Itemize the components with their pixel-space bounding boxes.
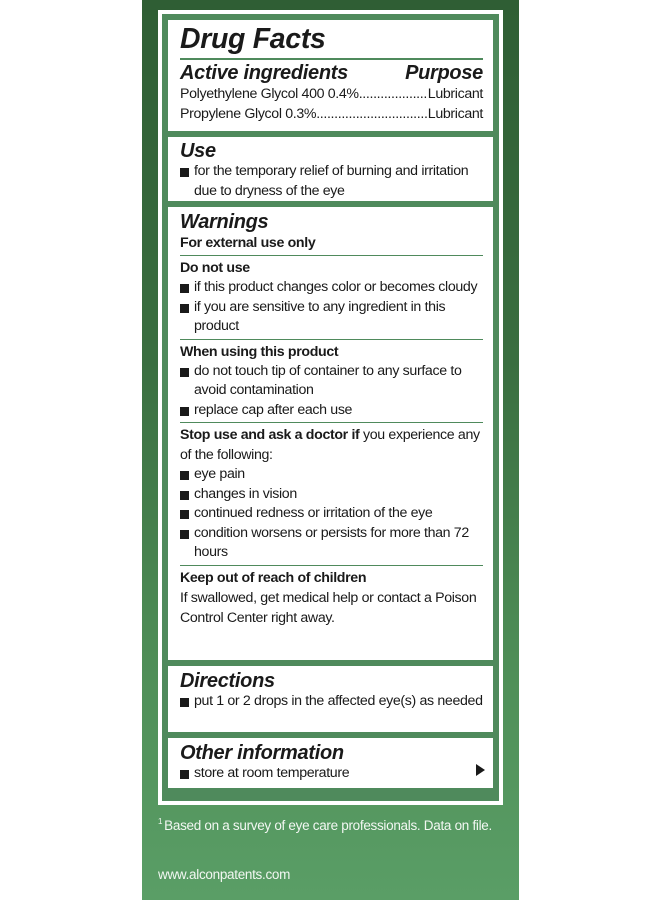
keep-out-heading: Keep out of reach of children [180, 569, 367, 586]
when-using-heading: When using this product [180, 343, 339, 360]
bullet-text: do not touch tip of container to any surface to avoid contamination [194, 362, 462, 398]
bullet-text: put 1 or 2 drops in the affected eye(s) as needed [194, 693, 483, 709]
square-bullet-icon [180, 362, 194, 401]
footnote-marker: 1 [158, 817, 163, 826]
footnote-text: Based on a survey of eye care professionals. Data on file. [164, 818, 492, 833]
bullet-text: continued redness or irritation of the eye [194, 505, 433, 521]
other-information-panel [168, 738, 493, 788]
bullet-text: eye pain [194, 466, 245, 482]
use-panel [168, 137, 493, 201]
external-use-note: For external use only [180, 235, 316, 251]
stop-use-heading-bold: Stop use and ask a doctor if [180, 427, 360, 443]
drug-facts-title: Drug Facts [180, 23, 326, 55]
square-bullet-icon [180, 465, 194, 485]
stop-use-heading-rest: you experience any of the following: [180, 427, 480, 463]
bullet-text: changes in vision [194, 485, 297, 502]
square-bullet-icon [180, 485, 194, 505]
divider [180, 58, 483, 60]
bullet-item [180, 162, 483, 201]
warnings-panel [168, 207, 493, 660]
ingredient-row [180, 84, 483, 104]
ingredient-name: Propylene Glycol 0.3% [180, 106, 317, 122]
keep-out-text: If swallowed, get medical help or contact a Poison Control Center right away. [180, 589, 477, 626]
square-bullet-icon [180, 764, 194, 784]
bullet-item [180, 524, 483, 563]
directions-heading: Directions [180, 670, 275, 692]
active-ingredients-header [180, 62, 483, 84]
bullet-text: store at room temperature [194, 765, 350, 781]
divider [180, 339, 483, 340]
bullet-item [180, 401, 483, 421]
bullet-item [180, 764, 483, 784]
square-bullet-icon [180, 162, 194, 201]
bullet-item [180, 465, 483, 485]
purpose-heading: Purpose [405, 62, 483, 84]
leader-dots [359, 84, 428, 104]
square-bullet-icon [180, 401, 194, 421]
square-bullet-icon [180, 504, 194, 524]
active-ingredients-panel [168, 20, 493, 131]
divider [180, 255, 483, 256]
square-bullet-icon [180, 524, 194, 563]
bullet-text: if you are sensitive to any ingredient in this product [194, 298, 446, 334]
bullet-text: condition worsens or persists for more than 72 hours [194, 524, 469, 560]
warnings-heading: Warnings [180, 211, 269, 233]
ingredient-name: Polyethylene Glycol 400 0.4% [180, 86, 359, 102]
bullet-text: for the temporary relief of burning and irritation due to dryness of the eye [194, 163, 469, 199]
footnote [158, 817, 492, 833]
bullet-item [180, 485, 483, 505]
ingredient-purpose: Lubricant [427, 86, 483, 102]
directions-panel [168, 666, 493, 732]
divider [180, 422, 483, 423]
do-not-use-heading: Do not use [180, 260, 250, 276]
divider [180, 565, 483, 566]
continue-arrow-icon [476, 764, 485, 776]
square-bullet-icon [180, 692, 194, 712]
stop-use-heading [180, 425, 483, 465]
bullet-text: if this product changes color or becomes cloudy [194, 279, 478, 295]
square-bullet-icon [180, 298, 194, 337]
ingredient-purpose: Lubricant [427, 106, 483, 122]
bullet-item [180, 298, 483, 337]
bullet-item [180, 362, 483, 401]
other-information-heading: Other information [180, 742, 344, 764]
square-bullet-icon [180, 278, 194, 298]
bullet-item [180, 692, 483, 712]
bullet-text: replace cap after each use [194, 401, 353, 418]
ingredient-row [180, 104, 483, 124]
website-url: www.alconpatents.com [158, 867, 291, 882]
drug-facts-label [162, 14, 499, 801]
active-ingredients-heading: Active ingredients [180, 62, 348, 84]
bullet-item [180, 504, 483, 524]
bullet-item [180, 278, 483, 298]
use-heading: Use [180, 140, 216, 162]
leader-dots [316, 104, 428, 124]
